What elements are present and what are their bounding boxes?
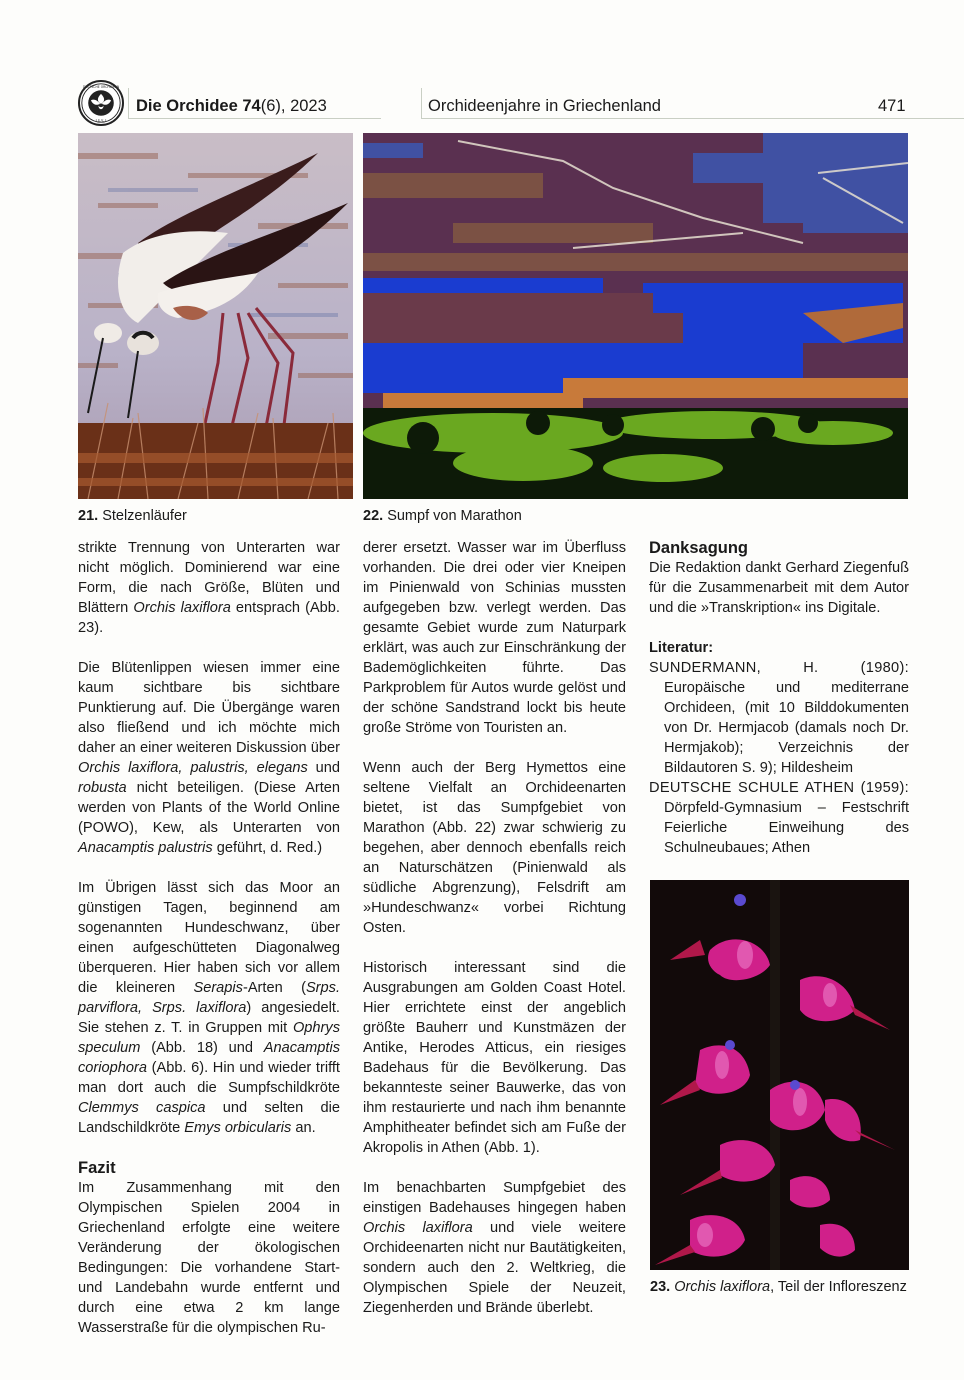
figure-23-caption-species: Orchis laxiflora xyxy=(670,1279,771,1295)
paragraph: derer ersetzt. Wasser war im Überfluss vorhanden. Die drei oder vier Kneipen im Pinienwald von Schinias mussten aufgegeben bzw. verlegt werden. Das gesamte Gebiet wurde zum Naturpark erklärt, was auch zur Einschränkung der Bademöglichkeiten führte. Das Parkproblem für Autos wurde gelöst und der schöne Sandstrand lockt bis heute große Ströme von Touristen an. xyxy=(363,540,626,736)
figure-22-caption-text: Sumpf von Marathon xyxy=(383,508,522,524)
journal-title xyxy=(136,96,327,116)
section-heading-fazit: Fazit xyxy=(78,1159,116,1177)
journal-name: Die Orchidee xyxy=(136,97,243,115)
journal-issue-year: (6), 2023 xyxy=(260,97,327,115)
svg-text:DEUTSCHE ORCHIDEEN: DEUTSCHE ORCHIDEEN xyxy=(82,84,120,89)
paragraph: Historisch interessant sind die Ausgrabungen am Golden Coast Hotel. Hier errichtete einst der angeblich größte Bauherr und Kunstmäzen der Antike, Herodes Atticus, ein riesiges Badehaus für die Bevölkerung. Das bekannteste seiner Bauwerke, das von ihm restaurierte und nach ihm benannte Amphitheater befindet sich am Fuße der Akropolis in Athen (Abb. 1). xyxy=(363,960,626,1156)
figure-23-orchid-photo xyxy=(650,880,909,1270)
paragraph: Im benachbarten Sumpfgebiet des einstigen Badehauses hingegen haben Orchis laxiflora und viele weitere Orchideenarten nicht nur Bautätigkeiten, sondern auch den 2. Weltkrieg, die Olympischen Spiele der Neuzeit, Ziegenherden und Brände überlebt. xyxy=(363,1180,626,1316)
figure-21-caption xyxy=(78,507,187,525)
figure-21-stilts-photo xyxy=(78,133,353,499)
figure-22-number: 22. xyxy=(363,508,384,524)
figure-22-caption xyxy=(363,507,522,525)
figure-21-number: 21. xyxy=(78,508,99,524)
journal-volume: 74 xyxy=(242,97,261,115)
text-column-3 xyxy=(649,538,909,858)
figure-23-caption xyxy=(650,1278,907,1296)
running-title: Orchideenjahre in Griechenland xyxy=(428,97,661,115)
orchid-society-logo-icon xyxy=(78,80,124,126)
paragraph: Die Blütenlippen wiesen immer eine kaum sichtbare bis sichtbare Punktierung auf. Die Übergänge waren also fließend und ich möchte mich daher an einer weiteren Diskussion über Orchis laxiflora, palustris, elegans und robusta nicht beteiligen. (Diese Arten werden von Plants of the World Online (POWO), Kew, als Unterarten von Anacamptis palustris geführt, d. Red.) xyxy=(78,660,341,856)
section-heading-danksagung: Danksagung xyxy=(649,539,749,557)
section-heading-literatur: Literatur: xyxy=(649,640,714,656)
paragraph: Im Übrigen lässt sich das Moor an günstigen Tagen, beginnend am sogenannten Hundeschwanz, über einen aufgeschütteten Diagonalweg überqueren. Hier haben sich vor allem die kleineren Serapis-Arten (Srps. parviflora, Srps. laxiflora) angesiedelt. Sie stehen z. T. in Gruppen mit Ophrys speculum (Abb. 18) und Anacamptis coriophora (Abb. 6). Hin und wieder trifft man dort auch die Sumpfschildkröte Clemmys caspica und selten die Landschildkröte Emys orbicularis an. xyxy=(78,880,341,1136)
svg-text:• E.V. •: • E.V. • xyxy=(95,118,107,123)
acknowledgement-text: Die Redaktion dankt Gerhard Ziegenfuß für die Zusammenarbeit mit dem Autor und die »Transkription« ins Digitale. xyxy=(649,560,909,616)
reference-item: DEUTSCHE SCHULE ATHEN (1959): Dörpfeld-Gymnasium – Festschrift Feierliche Einweihung des Schulneubaues; Athen xyxy=(649,780,909,856)
figure-22-marsh-photo xyxy=(363,133,908,499)
paragraph: Im Zusammenhang mit den Olympischen Spielen 2004 in Griechenland erfolgte eine weitere Veränderung der ökologischen Bedingungen: Die vorhandene Start- und Landebahn wurde entfernt und durch eine etwa 2 km lange Wasserstraße für die olympischen Ru- xyxy=(78,1180,340,1336)
reference-item: SUNDERMANN, H. (1980): Europäische und mediterrane Orchideen, (mit 10 Bilddokumenten von Dr. Hermjacob (damals noch Dr. Hermjakob); Verzeichnis der Bildautoren S. 9); Hildesheim xyxy=(649,660,909,776)
page-number: 471 xyxy=(878,97,906,115)
text-column-2 xyxy=(363,538,626,1318)
paragraph: strikte Trennung von Unterarten war nicht möglich. Dominierend war eine Form, die nach Größe, Blüten und Blättern Orchis laxiflora entsprach (Abb. 23). xyxy=(78,540,340,636)
figure-23-caption-text: , Teil der Infloreszenz xyxy=(770,1279,907,1295)
figure-23-number: 23. xyxy=(650,1279,671,1295)
text-column-1 xyxy=(78,538,340,1338)
paragraph: Wenn auch der Berg Hymettos eine seltene Vielfalt an Orchideenarten bietet, ist das Sumpfgebiet von Marathon (Abb. 22) zwar schwierig zu begehen, aber dennoch ebenfalls reich an Naturschätzen (Pinienwald als südliche Abgrenzung), Felsdrift am »Hundeschwanz« vorbei Richtung Osten. xyxy=(363,760,626,936)
figure-21-caption-text: Stelzenläufer xyxy=(98,508,187,524)
